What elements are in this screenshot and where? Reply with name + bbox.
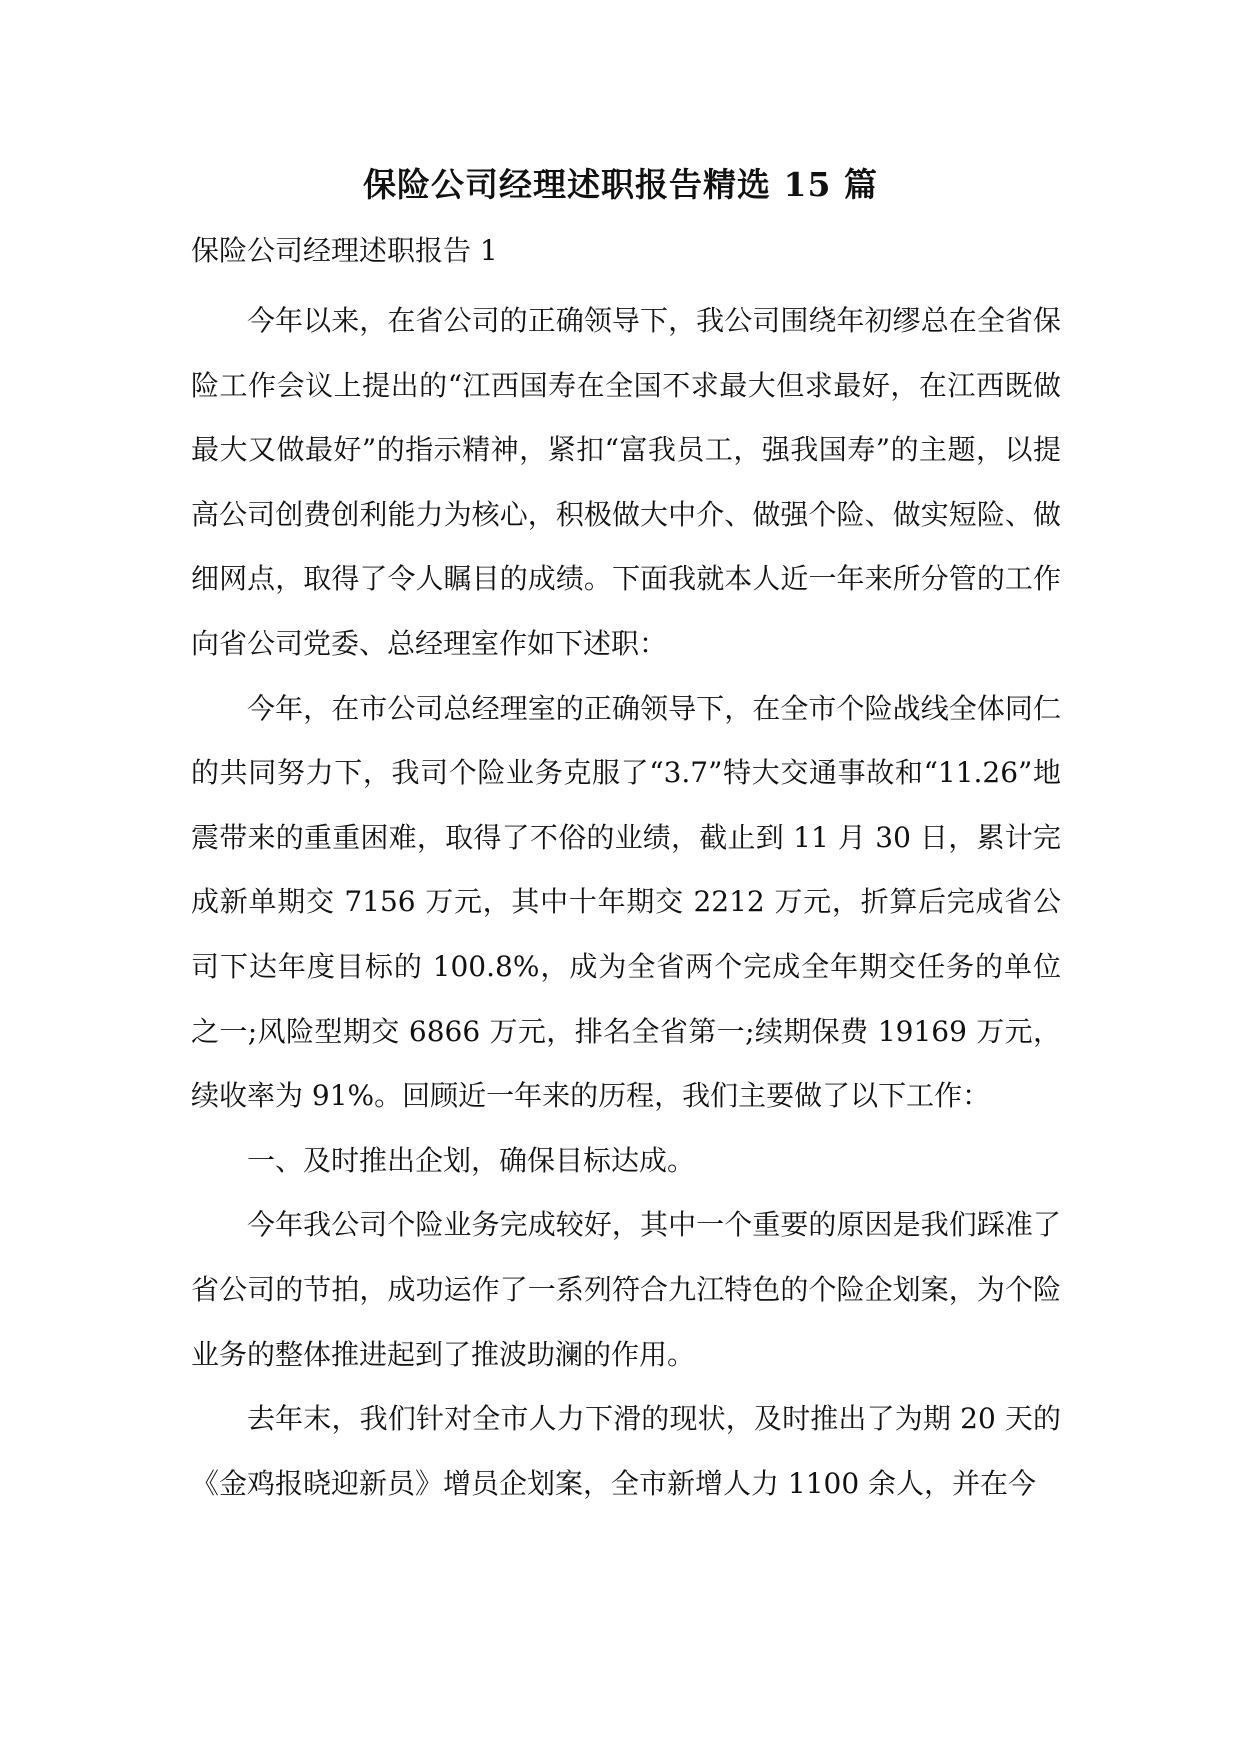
paragraph-section-heading-1: 一、及时推出企划，确保目标达成。 xyxy=(247,1143,696,1177)
body-text xyxy=(191,289,1061,1516)
document-title: 保险公司经理述职报告精选 15 篇 xyxy=(363,165,878,204)
paragraph-planning: 今年我公司个险业务完成较好，其中一个重要的原因是我们踩准了省公司的节拍，成功运作了一系列符合九江特色的个险企划案，为个险业务的整体推进起到了推波助澜的作用。 xyxy=(191,1208,1061,1371)
paragraph-performance: 今年，在市公司总经理室的正确领导下，在全市个险战线全体同仁的共同努力下，我司个险业务克服了“3.7”特大交通事故和“11.26”地震带来的重重困难，取得了不俗的业绩，截止到 11 月 30 日，累计完成新单期交 7156 万元，其中十年期交 2212 万元，折算后完成省公司下达年度目标的 100.8%，成为全省两个完成全年期交任务的单位之一;风险型期交 6866 万元，排名全省第一;续期保费 19169 万元，续收率为 91%。回顾近一年来的历程，我们主要做了以下工作： xyxy=(191,691,1061,1113)
section-heading: 保险公司经理述职报告 1 xyxy=(191,234,498,267)
paragraph-intro: 今年以来，在省公司的正确领导下，我公司围绕年初缪总在全省保险工作会议上提出的“江西国寿在全国不求最大但求最好，在江西既做最大又做最好”的指示精神，紧扣“富我员工，强我国寿”的主题，以提高公司创费创利能力为核心，积极做大中介、做强个险、做实短险、做细网点，取得了令人瞩目的成绩。下面我就本人近一年来所分管的工作向省公司党委、总经理室作如下述职： xyxy=(191,304,1061,660)
paragraph-recruitment: 去年末，我们针对全市人力下滑的现状，及时推出了为期 20 天的《金鸡报晓迎新员》增员企划案，全市新增人力 1100 余人，并在今 xyxy=(191,1402,1061,1500)
